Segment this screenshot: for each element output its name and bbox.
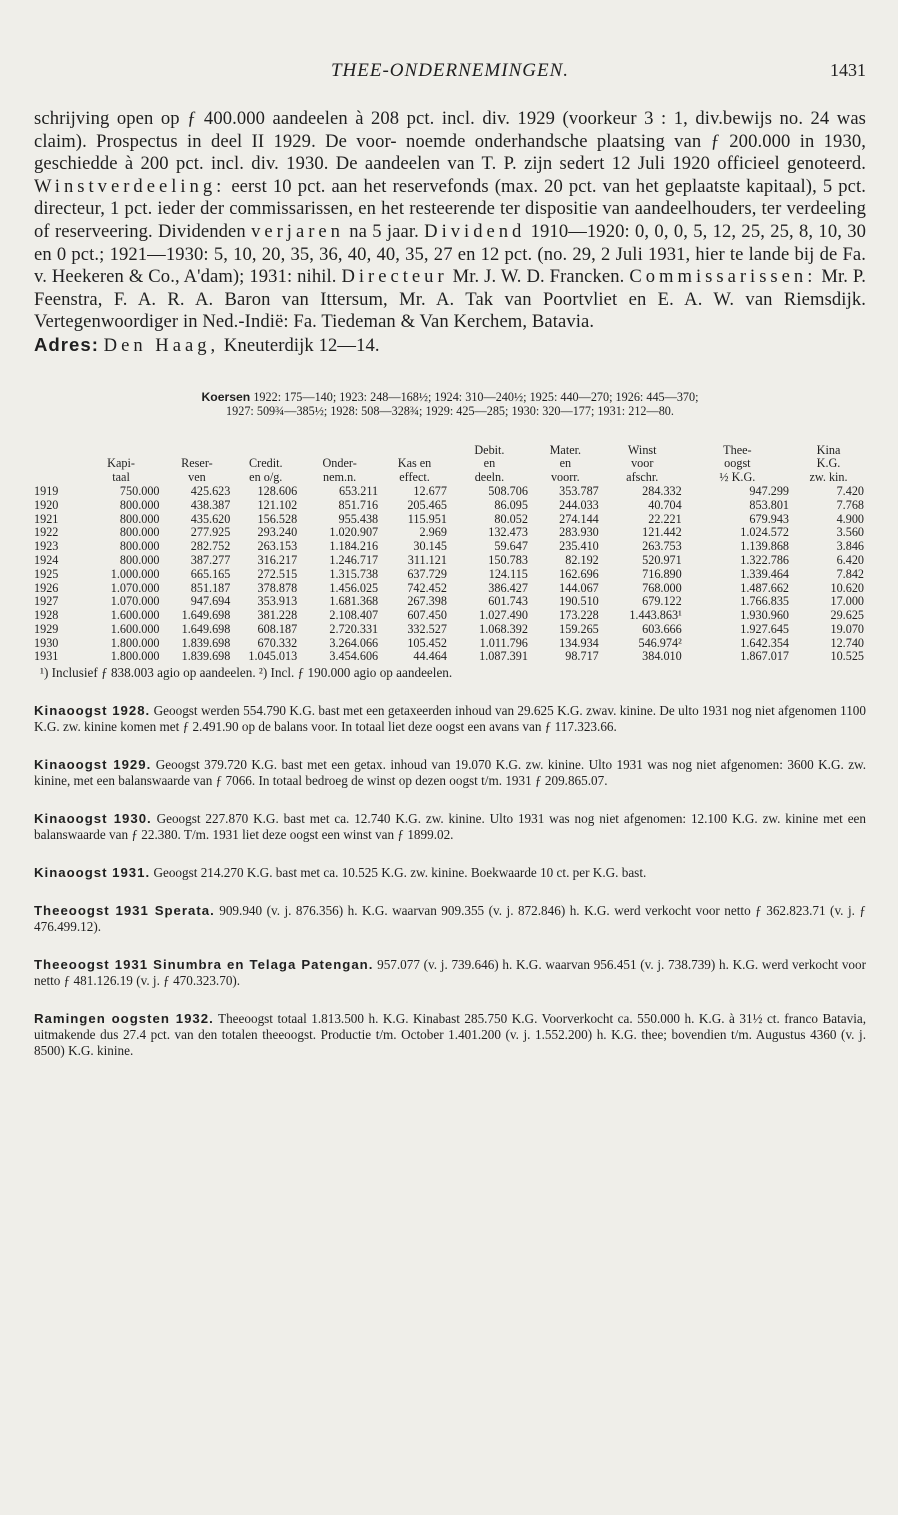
column-header: [299, 444, 380, 458]
table-cell: 272.515: [257, 566, 298, 581]
harvest-section: [34, 703, 866, 735]
section-text: 957.077 (v. j. 739.646) h. K.G. waarvan 956.451 (v. j. 738.739) h. K.G. werd verkocht voor netto ƒ 481.126.19 (v. j. ƒ 470.323.70).: [34, 957, 867, 989]
table-cell: 132.473: [488, 525, 528, 540]
table-cell: 381.228: [257, 608, 298, 623]
table-row: [34, 554, 866, 568]
share-prices-line-1: [34, 390, 866, 404]
table-row: [34, 568, 866, 582]
table-cell: 311.121: [407, 552, 447, 567]
column-header: voorr.: [550, 470, 580, 485]
address-line: [34, 334, 866, 358]
table-cell: 4.900: [836, 511, 864, 526]
table-cell: 1.649.698: [181, 621, 231, 636]
table-cell: 2.720.331: [329, 621, 379, 636]
table-cell: 1.315.738: [329, 566, 379, 581]
table-cell: 1.800.000: [110, 649, 160, 664]
harvest-sections: [34, 703, 866, 1059]
table-cell: 384.010: [642, 649, 682, 664]
table-cell: 263.753: [642, 539, 682, 554]
table-cell: 284.332: [642, 483, 682, 498]
table-cell: 121.102: [257, 497, 298, 512]
table-cell: 1.139.868: [740, 539, 790, 554]
table-cell: 1.487.662: [740, 580, 790, 595]
table-cell: 1.068.392: [479, 621, 528, 636]
table-row: [34, 485, 866, 499]
column-header: zw. kin.: [809, 470, 848, 485]
table-cell: 293.240: [257, 525, 298, 540]
column-header: en: [559, 456, 572, 471]
table-cell: 378.878: [257, 580, 298, 595]
table-cell: 17.000: [830, 594, 864, 609]
column-header: Kina: [816, 442, 841, 457]
table-row: [34, 637, 866, 651]
table-cell: 607.450: [407, 608, 447, 623]
column-header: [232, 444, 299, 458]
row-year: 1926: [34, 580, 59, 595]
table-cell: 121.442: [642, 525, 682, 540]
table-cell: 546.974²: [638, 635, 682, 650]
table-cell: 1.800.000: [110, 635, 160, 650]
table-cell: 800.000: [119, 539, 160, 554]
table-cell: 12.740: [830, 635, 864, 650]
table-cell: 1.339.464: [740, 566, 790, 581]
column-header: Kas en: [397, 456, 432, 471]
table-cell: 134.934: [559, 635, 599, 650]
table-cell: 947.694: [190, 594, 231, 609]
table-cell: 955.438: [338, 511, 379, 526]
table-cell: 162.696: [559, 566, 599, 581]
section-lead: Kinaoogst 1930.: [34, 811, 152, 827]
table-cell: 263.153: [257, 539, 298, 554]
column-header: [81, 444, 162, 458]
table-cell: 670.332: [257, 635, 298, 650]
column-header: Thee-: [723, 442, 752, 457]
table-cell: 144.067: [559, 580, 599, 595]
table-cell: 29.625: [830, 608, 864, 623]
table-cell: 435.620: [190, 511, 231, 526]
table-cell: 800.000: [119, 525, 160, 540]
table-cell: 520.971: [642, 552, 682, 567]
share-prices: [34, 390, 866, 418]
table-cell: 742.452: [407, 580, 447, 595]
table-cell: 1.087.391: [479, 649, 528, 664]
section-lead: Kinaoogst 1928.: [34, 703, 151, 719]
table-cell: 6.420: [836, 552, 864, 567]
table-cell: 2.108.407: [329, 608, 379, 623]
table-cell: 637.729: [407, 566, 447, 581]
table-cell: 12.677: [413, 483, 447, 498]
table-cell: 1.020.907: [329, 525, 379, 540]
table-cell: 3.454.606: [329, 649, 379, 664]
table-cell: 853.801: [749, 497, 790, 512]
table-row: [34, 499, 866, 513]
section-text: Geoogst 227.870 K.G. bast met ca. 12.740 K.G. zw. kinine. Ulto 1931 was nog niet afgenomen: 12.100 K.G. zw. kinine met een balanswaarde van ƒ 22.380. T/m. 1931 liet deze oogst een winst van ƒ 1899.02.: [34, 811, 867, 843]
table-header-row: [34, 444, 866, 458]
intro-line: 3 : 1, div.bewijs no. 24 was claim). Prospectus in deel II 1929. De voor-: [34, 108, 867, 152]
harvest-section: [34, 757, 866, 789]
column-header: Onder-: [322, 456, 357, 471]
row-year: 1929: [34, 621, 59, 636]
table-cell: 508.706: [488, 483, 528, 498]
section-text: Theeoogst totaal 1.813.500 h. K.G. Kinabast 285.750 K.G. Voorverkocht ca. 550.000 h. K.G. à 31½ ct. franco Batavia, uitmakende dus 27.4 pct. van den totalen theeoogst. Productie t/m. October 1.401.200 (v. j. 1.552.200) h. K.G. thee; bovendien t/m. Augustus 4360 (v. j. 8500) K.G. kinine.: [34, 1011, 867, 1059]
table-cell: 768.000: [642, 580, 682, 595]
table-cell: 80.052: [494, 511, 528, 526]
harvest-section: [34, 811, 866, 843]
table-cell: 115.951: [407, 511, 447, 526]
table-cell: 40.704: [648, 497, 682, 512]
row-year: 1923: [34, 539, 59, 554]
table-footnotes: ¹) Inclusief ƒ 838.003 agio op aandeelen. ²) Incl. ƒ 190.000 agio op aandeelen.: [40, 665, 453, 681]
winstverdeeling-label: Winstverdeeling:: [34, 175, 226, 197]
table-cell: 438.387: [190, 497, 231, 512]
table-cell: 1.766.835: [740, 594, 790, 609]
table-cell: 679.943: [749, 511, 790, 526]
table-cell: 679.122: [642, 594, 682, 609]
table-cell: 1.839.698: [181, 649, 231, 664]
table-row: [34, 513, 866, 527]
section-text: Geoogst werden 554.790 K.G. bast met een getaxeerden inhoud van 29.625 K.G. zwav. kinine. De ulto 1931 nog niet afgenomen 1100 K.G. zw. kinine komen met ƒ 2.491.90 op de balans voor. In totaal liet deze oogst een avans van ƒ 117.323.66.: [34, 703, 866, 735]
directeur-text: Mr. J. W. D. Francken.: [452, 266, 625, 288]
harvest-section: [34, 957, 866, 989]
table-cell: 30.145: [413, 539, 447, 554]
table-cell: 1.184.216: [329, 539, 379, 554]
row-year: 1921: [34, 511, 59, 526]
table-cell: 1.600.000: [110, 621, 160, 636]
table-cell: 105.452: [407, 635, 447, 650]
table-cell: 1.011.796: [479, 635, 528, 650]
row-year: 1925: [34, 566, 59, 581]
section-text: Geoogst 214.270 K.G. bast met ca. 10.525 K.G. zw. kinine. Boekwaarde 10 ct. per K.G. bast.: [153, 865, 647, 881]
table-cell: 1.027.490: [479, 608, 528, 623]
table-cell: 7.842: [836, 566, 864, 581]
running-title: THEE-ONDERNEMINGEN.: [330, 60, 569, 81]
column-header: taal: [112, 470, 130, 485]
table-cell: 19.070: [830, 621, 864, 636]
table-cell: 353.913: [257, 594, 298, 609]
section-lead: Kinaoogst 1931.: [34, 865, 151, 881]
column-header: [34, 471, 81, 485]
directeur-label: Directeur: [341, 266, 448, 288]
adres-city: Den Haag,: [103, 334, 220, 356]
column-header: ½ K.G.: [719, 470, 756, 485]
table-cell: 851.187: [190, 580, 231, 595]
table-cell: 44.464: [413, 649, 447, 664]
column-header: Reser-: [181, 456, 213, 471]
table-cell: 128.606: [257, 483, 298, 498]
table-cell: 10.620: [830, 580, 864, 595]
table-cell: 800.000: [119, 511, 160, 526]
column-header: oogst: [724, 456, 751, 471]
column-header: en: [483, 456, 496, 471]
table-cell: 3.846: [836, 539, 864, 554]
table-header-row: [34, 457, 866, 471]
table-cell: 716.890: [642, 566, 682, 581]
table-cell: 82.192: [565, 552, 599, 567]
column-header: deeln.: [474, 470, 505, 485]
row-year: 1919: [34, 483, 59, 498]
intro-line: schrijving open op ƒ 400.000 aandeelen à 208 pct. incl. div. 1929 (voorkeur: [34, 108, 637, 129]
row-year: 1927: [34, 594, 59, 609]
table-row: [34, 609, 866, 623]
financial-table: [34, 444, 866, 665]
row-year: 1931: [34, 649, 59, 664]
table-cell: 601.743: [488, 594, 528, 609]
table-cell: 156.528: [257, 511, 298, 526]
section-text: Geoogst 379.720 K.G. bast met een getax. inhoud van 19.070 K.G. zw. kinine. Ulto 1931 was nog niet afgenomen: 3600 K.G. zw. kinine, met een balanswaarde van ƒ 7066. In totaal bedroeg de winst op dezen oogst t/m. 1931 ƒ 209.865.07.: [34, 757, 867, 789]
table-cell: 665.165: [190, 566, 231, 581]
table-cell: 1.070.000: [110, 594, 160, 609]
table-row: [34, 595, 866, 609]
table-cell: 98.717: [565, 649, 599, 664]
table-cell: 282.752: [190, 539, 231, 554]
column-header: Kapi-: [107, 456, 135, 471]
table-cell: 1.246.717: [329, 552, 379, 567]
table-cell: 173.228: [559, 608, 599, 623]
table-cell: 10.525: [830, 649, 864, 664]
table-cell: 332.527: [407, 621, 447, 636]
table-row: [34, 623, 866, 637]
table-cell: 1.927.645: [740, 621, 790, 636]
table-cell: 283.930: [559, 525, 599, 540]
winstverdeeling-text: eerst 10 pct. aan het reservefonds (max. 20 pct. van het geplaatste kapitaal), 5 pct. directeur, 1 pct. ieder der commissarissen, en het resteerende ter dispositie van aandeelhouders, ter verdeeling of reserveering. Dividenden: [34, 175, 866, 242]
table-cell: 7.420: [836, 483, 864, 498]
table-cell: 1.839.698: [181, 635, 231, 650]
table-cell: 1.322.786: [740, 552, 790, 567]
intro-line: incl. div. 1930. De aandeelen van T. P. zijn sedert 12 Juli 1920 officieel: [211, 153, 780, 175]
table-cell: 244.033: [559, 497, 599, 512]
dividend-label: Dividend: [424, 220, 526, 242]
table-row: [34, 582, 866, 596]
table-cell: 2.969: [419, 525, 447, 540]
table-cell: 800.000: [119, 552, 160, 567]
commissarissen-text: Mr. P. Feenstra, F. A. R. A. Baron van Ittersum, Mr. A. Tak van Poortvliet en E. A. W. van Riemsdijk. Vertegenwoordiger in Ned.-Indië: Fa. Tiedeman & Van Kerchem, Batavia.: [34, 266, 867, 333]
row-year: 1922: [34, 525, 59, 540]
adres-street: Kneuterdijk 12—14.: [223, 334, 380, 356]
intro-line: genoteerd.: [787, 153, 867, 175]
table-cell: 387.277: [190, 552, 231, 567]
column-header: voor: [631, 456, 654, 471]
column-header: Winst: [627, 442, 657, 457]
table-cell: 353.787: [559, 483, 599, 498]
table-cell: 1.443.863¹: [629, 608, 682, 623]
section-lead: Kinaoogst 1929.: [34, 757, 152, 773]
table-cell: 1.642.354: [740, 635, 790, 650]
table-cell: 608.187: [257, 621, 298, 636]
table-cell: 851.716: [338, 497, 379, 512]
row-year: 1924: [34, 552, 59, 567]
table-cell: 316.217: [257, 552, 298, 567]
column-header: effect.: [399, 470, 430, 485]
table-row: [34, 540, 866, 554]
column-header: K.G.: [816, 456, 841, 471]
page-header: [34, 58, 866, 88]
harvest-section: [34, 865, 866, 881]
table-header: [34, 444, 866, 485]
table-cell: 1.070.000: [110, 580, 160, 595]
table-body: [34, 485, 866, 664]
column-header: [380, 444, 449, 458]
table-cell: 386.427: [488, 580, 528, 595]
column-header: [162, 444, 233, 458]
dividend-text: 1910—1920: 0, 0, 0, 5, 12, 25, 25, 8, 10, 30 en 0 pct.; 1921—1930: 5, 10, 20, 35, 36, 40, 40, 35, 27 en 12 pct. (no. 29, 2 Juli 1931, hier te lande bij de Fa. v. Heekeren & Co., A'dam); 1931: nihil.: [34, 220, 867, 288]
column-header: Mater.: [549, 442, 582, 457]
table-cell: 59.647: [494, 539, 528, 554]
table-cell: 653.211: [338, 483, 379, 498]
row-year: 1928: [34, 608, 59, 623]
table-cell: 267.398: [407, 594, 447, 609]
table-cell: 150.783: [488, 552, 528, 567]
row-year: 1930: [34, 635, 59, 650]
intro-line: noemde onderhandsche plaatsing van ƒ 200.000 in 1930, geschiedde à 200 pct.: [34, 130, 866, 175]
section-lead: Ramingen oogsten 1932.: [34, 1011, 214, 1027]
table-cell: 3.560: [836, 525, 864, 540]
table-cell: 7.768: [836, 497, 864, 512]
column-header: afschr.: [626, 470, 659, 485]
company-description: [34, 108, 866, 358]
table-cell: 1.681.368: [329, 594, 379, 609]
table-cell: 205.465: [407, 497, 447, 512]
row-year: 1920: [34, 497, 59, 512]
document-page: [34, 58, 866, 1059]
table-row: [34, 526, 866, 540]
harvest-section: [34, 903, 866, 935]
column-header: [34, 457, 81, 471]
column-header: Credit.: [249, 456, 283, 471]
page-number: 1431: [830, 60, 866, 80]
column-header: Debit.: [474, 442, 505, 457]
section-lead: Theeoogst 1931 Sperata.: [34, 903, 215, 919]
table-cell: 1.930.960: [740, 608, 790, 623]
column-header: ven: [188, 470, 206, 485]
table-cell: 1.456.025: [329, 580, 379, 595]
table-cell: 947.299: [749, 483, 790, 498]
table-cell: 1.649.698: [181, 608, 231, 623]
table-cell: 124.115: [488, 566, 528, 581]
table-cell: 1.867.017: [740, 649, 790, 664]
intro-paragraph: [34, 108, 866, 334]
verjaren-text: na 5 jaar.: [349, 220, 419, 242]
table-cell: 1.000.000: [110, 566, 160, 581]
table-cell: 800.000: [119, 497, 160, 512]
table-cell: 1.045.013: [248, 649, 298, 664]
table-header-row: [34, 471, 866, 485]
table-cell: 1.024.572: [740, 525, 790, 540]
table-cell: 22.221: [648, 511, 682, 526]
table-cell: 159.265: [559, 621, 599, 636]
table-cell: 425.623: [190, 483, 231, 498]
table-row: [34, 650, 866, 664]
table-cell: 750.000: [119, 483, 160, 498]
share-prices-values-2: 1927: 509¾—385½; 1928: 508—328¾; 1929: 425—285; 1930: 320—177; 1931: 212—80.: [226, 403, 674, 418]
table-cell: 235.410: [559, 539, 599, 554]
table-cell: 277.925: [190, 525, 231, 540]
share-prices-values-1: 1922: 175—140; 1923: 248—168½; 1924: 310—240½; 1925: 440—270; 1926: 445—370;: [253, 389, 699, 404]
table-cell: 603.666: [642, 621, 682, 636]
column-header: nem.n.: [323, 470, 357, 485]
column-header: en o/g.: [249, 470, 283, 485]
adres-label: Adres:: [34, 333, 99, 355]
table-cell: 1.600.000: [110, 608, 160, 623]
table-cell: 86.095: [494, 497, 528, 512]
column-header: [34, 444, 81, 458]
table-cell: 274.144: [559, 511, 599, 526]
share-prices-label: Koersen: [201, 389, 251, 404]
harvest-section: [34, 1011, 866, 1059]
commissarissen-label: Commissarissen:: [629, 266, 817, 288]
verjaren-label: verjaren: [251, 220, 344, 242]
table-cell: 3.264.066: [329, 635, 379, 650]
section-text: 909.940 (v. j. 876.356) h. K.G. waarvan 909.355 (v. j. 872.846) h. K.G. werd verkocht voor netto ƒ 362.823.71 (v. j. ƒ 476.499.12).: [34, 903, 866, 935]
section-lead: Theeoogst 1931 Sinumbra en Telaga Patengan.: [34, 957, 374, 973]
table-cell: 190.510: [559, 594, 599, 609]
